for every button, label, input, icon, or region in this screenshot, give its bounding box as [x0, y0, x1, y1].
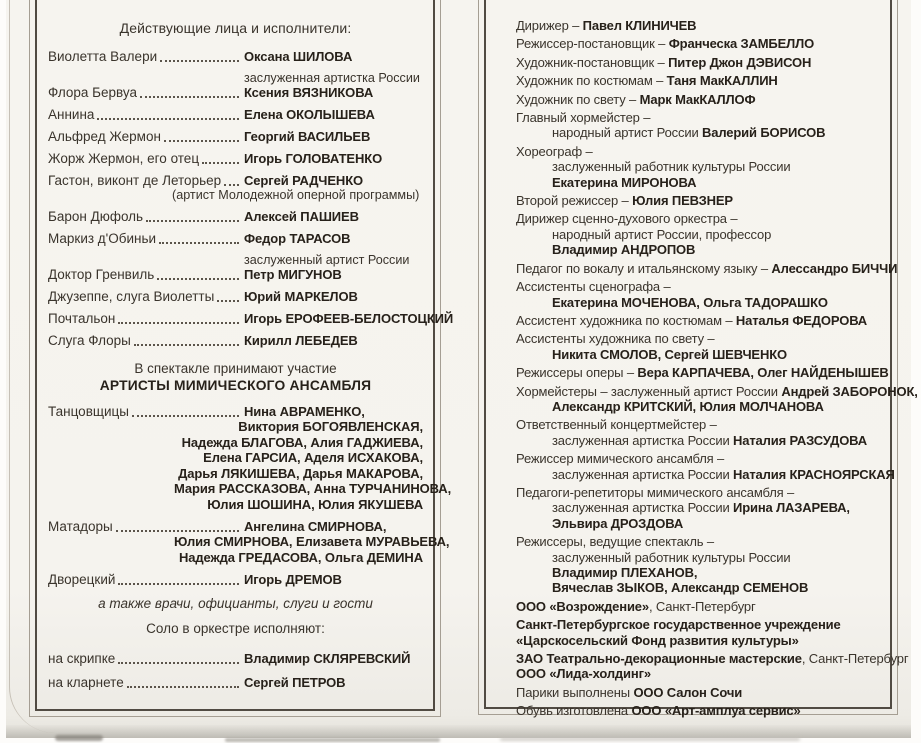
- performer-name: Надежда ГРЕДАСОВА, Ольга ДЕМИНА: [178, 549, 423, 565]
- credit-role: Педагог по вокалу и итальянскому языку –: [516, 260, 772, 276]
- credit-role: Хореограф –: [516, 143, 593, 159]
- credit-line: [516, 534, 880, 549]
- credit-role: Ассистенты сценографа –: [516, 279, 671, 295]
- role-label: на кларнете: [48, 675, 124, 690]
- credit-name: Вячеслав ЗЫКОВ, Александр СЕМЕНОВ: [552, 580, 809, 596]
- mime-heading-line1: В спектакле принимают участие: [134, 361, 337, 376]
- performer-cell: [244, 311, 454, 326]
- role-label: Матадоры: [48, 519, 113, 534]
- credit-entry: [516, 18, 880, 33]
- credit-name: Эльвира ДРОЗДОВА: [552, 515, 684, 531]
- credit-line: [516, 295, 880, 310]
- credit-entry: [516, 92, 880, 107]
- performer-cell: [244, 129, 423, 144]
- extras-note: а также врачи, официанты, слуги и гости: [98, 596, 373, 611]
- credit-role: Ответственный концертмейстер –: [516, 417, 717, 433]
- credit-entry: [516, 485, 880, 531]
- credit-entry: [516, 417, 880, 448]
- credit-role: Обувь изготовлена: [516, 703, 632, 719]
- performer-name: Ангелина СМИРНОВА,: [244, 519, 387, 534]
- credit-line: [516, 144, 880, 159]
- credit-line: [516, 279, 880, 294]
- dotted-leader: [146, 220, 239, 222]
- role-and-leader: [48, 289, 244, 304]
- credit-name: Владимир АНДРОПОВ: [552, 242, 696, 258]
- ensemble-groups-list: [48, 404, 452, 565]
- credit-name: Алессандро БИЧЧИ: [771, 260, 898, 276]
- performer-cell: [174, 519, 450, 565]
- credit-line: [516, 666, 880, 681]
- cast-row: [48, 173, 423, 202]
- performer-cell: [244, 651, 423, 666]
- performer-name: Игорь ДРЕМОВ: [244, 572, 342, 587]
- dotted-leader: [217, 300, 239, 302]
- credit-line: [516, 417, 880, 432]
- credit-name: Марк МакКАЛЛОФ: [639, 91, 756, 107]
- credit-entry: [516, 651, 909, 682]
- role-and-leader: [48, 151, 244, 166]
- credit-entry: [516, 110, 880, 141]
- credit-name: Владимир ПЛЕХАНОВ,: [552, 565, 698, 580]
- performer-name: Ксения ВЯЗНИКОВА: [244, 85, 374, 100]
- credit-role: Дирижер сценно-духового оркестра –: [516, 211, 738, 227]
- credit-line: [516, 211, 880, 226]
- performer-name: Надежда БЛАГОВА, Алия ГАДЖИЕВА,: [181, 434, 423, 450]
- credit-role: заслуженная артистка России: [552, 432, 734, 448]
- cast-row: [48, 333, 423, 348]
- credit-role: Дирижер –: [516, 18, 583, 33]
- credit-line: [516, 73, 880, 88]
- role-and-leader: [48, 209, 244, 224]
- performer-cell: [244, 231, 423, 246]
- performer-cell: [244, 107, 423, 122]
- dotted-leader: [160, 60, 239, 62]
- credit-role: , Санкт-Петербург: [648, 598, 756, 614]
- honorific-note: заслуженная артистка России: [244, 71, 420, 85]
- credit-line: [516, 313, 880, 328]
- credit-role: народный артист России: [552, 125, 703, 141]
- group-row: [48, 404, 452, 512]
- credit-line: [516, 193, 880, 208]
- performer-name: Игорь ГОЛОВАТЕНКО: [244, 151, 383, 166]
- credit-name: Андрей ЗАБОРОНОК,: [781, 383, 918, 399]
- credit-entry: [516, 451, 895, 482]
- performer-name: Дарья ЛЯКИШЕВА, Дарья МАКАРОВА,: [178, 465, 423, 481]
- credit-line: [516, 159, 880, 174]
- credit-line: [516, 565, 880, 580]
- cast-row: [48, 71, 423, 100]
- credit-name: «Царскосельский Фонд развития культуры»: [516, 632, 799, 648]
- credit-line: [516, 18, 880, 33]
- cast-row: [48, 289, 423, 304]
- role-and-leader: [48, 173, 244, 188]
- credit-role: Ассистент художника по костюмам –: [516, 312, 736, 328]
- credit-line: [516, 55, 880, 70]
- credit-name: Ирина ЛАЗАРЕВА,: [733, 500, 850, 516]
- credit-entry: [516, 279, 880, 310]
- mime-section-heading: [48, 361, 423, 394]
- cast-row: [48, 231, 423, 246]
- credit-role: Хормейстеры – заслуженный артист России: [516, 383, 782, 399]
- role-label: Виолетта Валери: [48, 49, 158, 64]
- role-and-leader: [48, 404, 244, 419]
- credit-entry: [516, 685, 880, 700]
- credit-line: [516, 703, 880, 718]
- credit-name: Франческа ЗАМБЕЛЛО: [668, 36, 815, 52]
- role-and-leader: [48, 311, 244, 326]
- performer-name: Юлия СМИРНОВА, Елизавета МУРАВЬЕВА,: [174, 534, 450, 549]
- credit-line: [516, 599, 880, 614]
- dotted-leader: [116, 530, 239, 532]
- dotted-leader: [97, 118, 239, 120]
- role-label: Флора Бервуа: [48, 85, 137, 100]
- credit-name: Наталия КРАСНОЯРСКАЯ: [733, 466, 895, 482]
- credit-line: [516, 331, 880, 346]
- performer-name: Кирилл ЛЕБЕДЕВ: [244, 333, 358, 348]
- cast-row: [48, 253, 423, 282]
- cast-row: [48, 107, 423, 122]
- credit-entry: [516, 193, 880, 208]
- role-label: на скрипке: [48, 651, 116, 666]
- dotted-leader: [118, 662, 239, 664]
- performer-name: Мария РАССКАЗОВА, Анна ТУРЧАНИНОВА,: [174, 481, 452, 496]
- dotted-leader: [127, 686, 239, 688]
- dotted-leader: [157, 278, 239, 280]
- credit-name: Валерий БОРИСОВ: [702, 125, 826, 141]
- role-and-leader: [48, 675, 244, 690]
- credit-name: ООО Салон Сочи: [633, 684, 743, 700]
- dotted-leader: [134, 344, 239, 346]
- credit-name: Наталья ФЕДОРОВА: [735, 312, 868, 328]
- performer-name: Оксана ШИЛОВА: [244, 49, 353, 64]
- credit-entry: [516, 73, 880, 88]
- credit-role: Педагоги-репетиторы мимического ансамбля –: [516, 484, 795, 500]
- performer-cell: [244, 289, 423, 304]
- dotted-leader: [118, 322, 239, 324]
- credit-line: [516, 651, 909, 667]
- credit-entry: [516, 599, 880, 614]
- credit-role: Режиссер-постановщик –: [516, 36, 669, 52]
- scan-smudge: [55, 735, 103, 741]
- credit-role: , Санкт-Петербург: [801, 651, 909, 667]
- mime-heading-line2: АРТИСТЫ МИМИЧЕСКОГО АНСАМБЛЯ: [99, 378, 372, 393]
- solo-list: [48, 651, 423, 690]
- role-label: Джузеппе, слуга Виолетты: [48, 289, 215, 304]
- credit-name: Александр КРИТСКИЙ, Юлия МОЛЧАНОВА: [552, 398, 824, 414]
- dotted-leader: [164, 140, 239, 142]
- role-and-leader: [48, 107, 244, 122]
- role-label: Почтальон: [48, 311, 116, 326]
- performer-cell: [244, 572, 423, 587]
- role-and-leader: [48, 651, 244, 666]
- credit-role: Режиссер мимического ансамбля –: [516, 451, 725, 467]
- performer-cell: [244, 49, 423, 64]
- credit-entry: [516, 260, 898, 276]
- performer-name: Нина АВРАМЕНКО,: [244, 404, 365, 419]
- credits-list: [516, 18, 918, 719]
- page-right: [484, 0, 918, 719]
- performer-name: Сергей РАДЧЕНКО: [244, 173, 364, 188]
- credit-line: [516, 227, 880, 242]
- role-and-leader: [48, 267, 244, 282]
- credit-role: Парики выполнены: [516, 684, 634, 700]
- credit-name: ЗАО Театрально-декорационные мастерские: [516, 651, 802, 667]
- solo-heading: Соло в оркестре исполняют:: [146, 621, 325, 636]
- credit-role: народный артист России, профессор: [552, 226, 772, 242]
- credit-name: Санкт-Петербургское государственное учреждение: [516, 617, 841, 633]
- performer-cell: [244, 151, 423, 166]
- cast-row: [48, 129, 423, 144]
- credit-role: заслуженная артистка России: [552, 500, 734, 516]
- cast-row: [48, 675, 423, 690]
- performer-cell: [174, 404, 452, 512]
- credit-name: Юлия ПЕВЗНЕР: [632, 193, 733, 209]
- credit-name: Питер Джон ДЭВИСОН: [668, 54, 812, 70]
- cast-row: [48, 209, 423, 224]
- performer-cell: [172, 173, 423, 202]
- role-and-leader: [48, 49, 244, 64]
- role-label: Аннина: [48, 107, 95, 122]
- credit-name: Павел КЛИНИЧЕВ: [582, 18, 697, 33]
- credit-entry: [516, 36, 880, 51]
- credit-role: заслуженный работник культуры России: [552, 159, 791, 175]
- performer-cell: [244, 71, 423, 100]
- credit-line: [516, 383, 918, 399]
- credit-entry: [516, 211, 880, 257]
- credit-role: Главный хормейстер –: [516, 110, 651, 126]
- role-label: Доктор Гренвиль: [48, 267, 155, 282]
- credit-name: Екатерина МОЧЕНОВА, Ольга ТАДОРАШКО: [552, 294, 828, 310]
- credit-role: заслуженная артистка России: [552, 466, 734, 482]
- performer-name: Юлия ШОШИНА, Юлия ЯКУШЕВА: [207, 496, 423, 512]
- role-and-leader: [48, 572, 244, 587]
- credit-name: Екатерина МИРОНОВА: [552, 174, 697, 190]
- performer-name: Елена ГАРСИА, Аделя ИСХАКОВА,: [203, 450, 423, 465]
- credit-line: [516, 633, 880, 648]
- credit-line: [516, 36, 880, 51]
- credit-line: [516, 550, 880, 565]
- credit-line: [516, 125, 880, 140]
- cast-heading: Действующие лица и исполнители:: [119, 20, 352, 36]
- role-label: Жорж Жермон, его отец: [48, 151, 200, 166]
- credit-entry: [516, 534, 880, 596]
- credit-line: [516, 260, 898, 276]
- performer-name: Федор ТАРАСОВ: [244, 231, 351, 246]
- performer-name: Георгий ВАСИЛЬЕВ: [244, 129, 371, 144]
- role-label: Альфред Жермон: [48, 129, 161, 144]
- performer-cell: [244, 209, 423, 224]
- dotted-leader: [159, 242, 239, 244]
- performer-name: Игорь ЕРОФЕЕВ-БЕЛОСТОЦКИЙ: [244, 311, 454, 326]
- credit-name: Никита СМОЛОВ, Сергей ШЕВЧЕНКО: [552, 346, 787, 362]
- credit-name: ООО «Возрождение»: [516, 598, 649, 614]
- program-note: (артист Молодежной оперной программы): [172, 188, 420, 202]
- role-label: Дворецкий: [48, 572, 116, 587]
- cast-row: [48, 311, 454, 326]
- credit-entry: [516, 383, 918, 415]
- page-left-frame: [29, 0, 454, 717]
- credit-line: [516, 175, 880, 190]
- performer-name: Владимир СКЛЯРЕВСКИЙ: [244, 651, 411, 666]
- role-label: Маркиз д'Обиньи: [48, 231, 157, 246]
- credit-name: Таня МакКАЛЛИН: [666, 73, 778, 89]
- credit-line: [516, 580, 880, 595]
- credit-line: [516, 451, 880, 466]
- credit-entry: [516, 331, 880, 362]
- credit-role: Художник-постановщик –: [516, 54, 669, 70]
- credit-entry: [516, 365, 889, 381]
- role-and-leader: [48, 333, 244, 348]
- credit-role: Режиссеры оперы –: [516, 365, 638, 381]
- role-label: Гастон, виконт де Леторьер: [48, 173, 222, 188]
- credit-line: [516, 617, 880, 632]
- credit-line: [516, 399, 880, 414]
- performer-cell: [244, 253, 423, 282]
- honorific-note: заслуженный артист России: [244, 253, 410, 267]
- performer-cell: [244, 675, 423, 690]
- performer-name: Петр МИГУНОВ: [244, 267, 342, 282]
- credit-line: [516, 92, 880, 107]
- credit-line: [516, 433, 880, 448]
- credit-line: [516, 516, 880, 531]
- credit-name: Вера КАРПАЧЕВА, Олег НАЙДЕНЫШЕВ: [637, 365, 889, 381]
- role-and-leader: [48, 85, 244, 100]
- credit-line: [516, 685, 880, 700]
- credit-name: Наталия РАЗСУДОВА: [733, 432, 868, 448]
- cast-row: [48, 651, 423, 666]
- credit-line: [516, 347, 880, 362]
- dotted-leader: [118, 583, 239, 585]
- credit-entry: [516, 703, 880, 718]
- credit-role: Ассистенты художника по свету –: [516, 331, 715, 347]
- credit-line: [516, 485, 880, 500]
- credit-role: Художник по костюмам –: [516, 73, 667, 89]
- credit-name: ООО «Арт-амплуа сервис»: [631, 703, 801, 719]
- credit-entry: [516, 55, 880, 70]
- performer-name: Сергей ПЕТРОВ: [244, 675, 346, 690]
- credit-line: [516, 500, 880, 515]
- role-and-leader: [48, 519, 244, 534]
- credit-entry: [516, 144, 880, 190]
- performer-name: Алексей ПАШИЕВ: [244, 209, 359, 224]
- credit-role: Режиссеры, ведущие спектакль –: [516, 534, 714, 550]
- role-label: Танцовщицы: [48, 404, 129, 419]
- role-and-leader: [48, 231, 244, 246]
- performer-name: Елена ОКОЛЫШЕВА: [244, 107, 375, 122]
- scan-smudge: [500, 737, 800, 741]
- performer-cell: [244, 333, 423, 348]
- dotted-leader: [202, 162, 239, 164]
- performer-name: Юрий МАРКЕЛОВ: [244, 289, 358, 304]
- credit-line: [516, 365, 889, 381]
- performer-name: Виктория БОГОЯВЛЕНСКАЯ,: [238, 419, 423, 434]
- credit-line: [516, 110, 880, 125]
- role-label: Барон Дюфоль: [48, 209, 144, 224]
- role-label: Слуга Флоры: [48, 333, 131, 348]
- credit-line: [516, 466, 895, 482]
- cast-row: [48, 151, 423, 166]
- cast-list: [48, 49, 454, 348]
- dotted-leader: [132, 415, 239, 417]
- credit-role: Второй режиссер –: [516, 193, 633, 209]
- group-row: [48, 519, 450, 565]
- credit-name: ООО «Лида-холдинг»: [516, 666, 651, 682]
- credit-line: [516, 242, 880, 257]
- cast-row: [48, 49, 423, 64]
- credit-role: заслуженный работник культуры России: [552, 549, 791, 565]
- cast-row: [48, 572, 423, 587]
- page-left: [35, 0, 454, 711]
- scan-smudge: [225, 738, 440, 742]
- credit-entry: [516, 313, 880, 328]
- role-and-leader: [48, 129, 244, 144]
- dotted-leader: [140, 96, 239, 98]
- dotted-leader: [224, 184, 239, 186]
- page-right-frame: [478, 0, 918, 719]
- credit-entry: [516, 617, 880, 648]
- cast-list-continued: [48, 572, 423, 587]
- credit-role: Художник по свету –: [516, 91, 640, 107]
